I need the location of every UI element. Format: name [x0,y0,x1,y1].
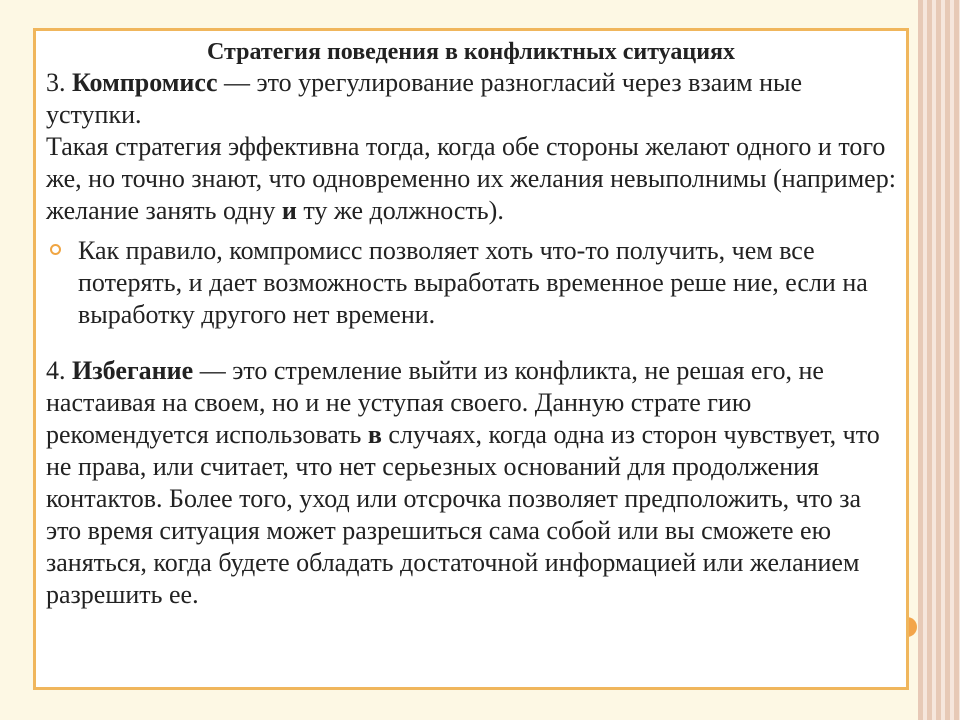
text-area [46,37,896,611]
compromise-definition [46,67,896,131]
avoidance-bold-word: в [367,420,382,449]
content-box [33,28,909,690]
bullet-circle-icon [50,244,61,255]
avoidance-term: Избегание [72,356,194,385]
section-spacer [46,331,896,355]
compromise-paragraph-text: Такая стратегия эффективна тогда, когда обе стороны желают одного и того же, но точно знают, что одновременно их желания невыполнимы (например: желание занять одну [46,132,896,225]
avoidance-number: 4. [46,356,72,385]
compromise-paragraph-end: ту же должность). [296,196,504,225]
compromise-term: Компромисс [72,68,218,97]
avoidance-continuation: случаях, когда одна из сторон чувствует, что не права, или считает, что нет серьезных оснований для продолжения контактов. Более того, уход или отсрочка позволяет предположить, что за это время ситуация может разрешиться сама собой или вы сможете ею заняться, когда будете обладать достаточной информацией или желанием разрешить ее. [46,420,880,609]
slide-title: Стратегия поведения в конфликтных ситуациях [207,39,735,65]
compromise-bullet-text: Как правило, компромисс позволяет хоть что-то получить, чем все потерять, и дает возможность выработать временное реше ние, если на выработку другого нет времени. [78,236,868,329]
compromise-paragraph [46,131,896,227]
avoidance-paragraph [46,355,896,611]
compromise-number: 3. [46,68,72,97]
decorative-stripe-rail [918,0,960,720]
avoidance-definition-text: — это стремление выйти из конфликта, не решая его, не настаивая на своем, но и не уступая своего. Данную страте гию рекомендуется использовать [46,356,824,449]
compromise-paragraph-bold: и [281,196,297,225]
compromise-bullet [46,235,896,331]
compromise-definition-text: — это урегулирование разногласий через взаим ные уступки. [46,68,803,129]
